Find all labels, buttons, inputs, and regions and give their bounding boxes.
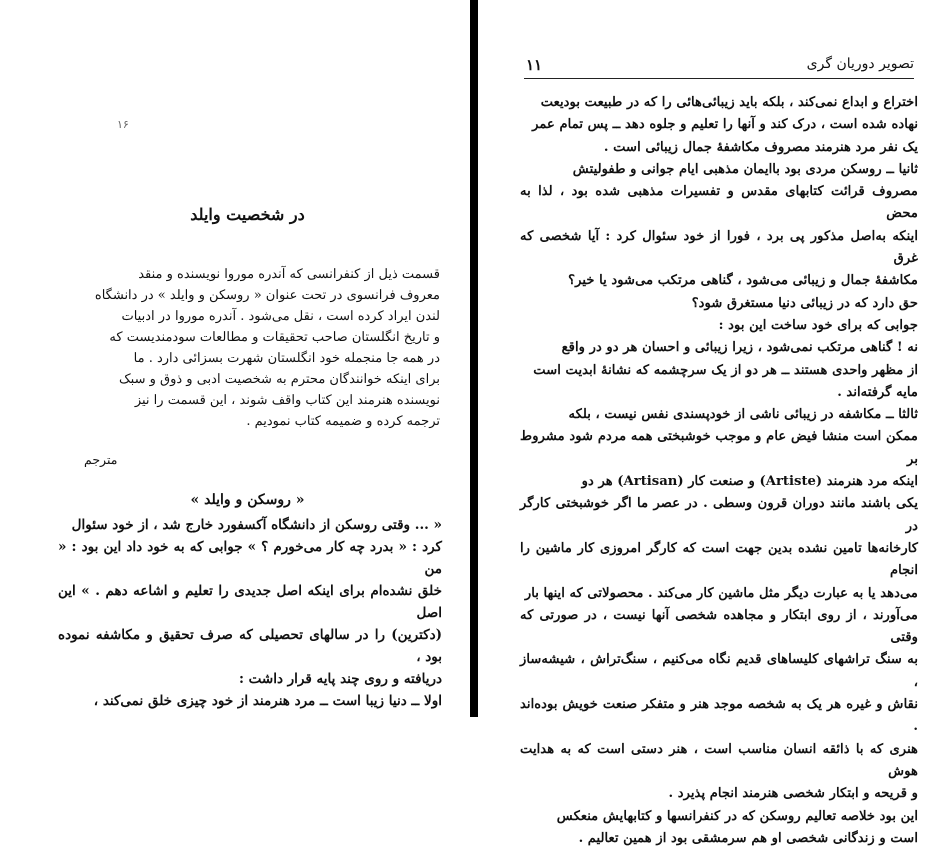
text-line: ثالثا ــ مکاشفه در زیبائی ناشی از خودپسندی نفس نیست ، بلکه [520, 404, 918, 426]
body-text [520, 92, 918, 850]
text-line: مایه گرفته‌اند . [520, 382, 918, 404]
text-line: نویسنده هنرمند این کتاب واقف شوند ، این قسمت را نیز [70, 390, 440, 411]
paragraph [520, 159, 918, 404]
text-line: اختراع و ابداع نمی‌کند ، بلکه باید زیبائی‌هائی را که در طبیعت بودیعت [520, 92, 918, 114]
text-line: این بود خلاصه تعالیم روسکن که در کنفرانسها و کتابهایش منعکس [520, 806, 918, 828]
text-line: جوابی که برای خود ساخت این بود : [520, 315, 918, 337]
text-line: می‌آورند ، از روی ابتکار و مجاهده شخصی آنها نیست ، در صورتی که وقتی [520, 605, 918, 650]
text-line: خلق نشده‌ام برای اینکه اصل جدیدی را تعلیم و اشاعه دهم . » این اصل [58, 580, 442, 624]
page-number: ۱۱ [526, 56, 542, 74]
paragraph [520, 806, 918, 850]
text-line: مکاشفهٔ جمال و زیبائی می‌شود ، گناهی مرتکب می‌شود یا خیر؟ [520, 270, 918, 292]
translator-signature: مترجم [84, 452, 117, 467]
text-line: مصروف قرائت کتابهای مقدس و تفسیرات مذهبی شده بود ، لذا به محض [520, 181, 918, 226]
text-line: معروف فرانسوی در تحت عنوان « روسکن و وایلد » در دانشگاه [70, 285, 440, 306]
text-line: نه ! گناهی مرتکب نمی‌شود ، زیرا زیبائی و احسان هر دو در واقع [520, 337, 918, 359]
text-line: ممکن است منشا فیض عام و موجب خوشبختی همه مردم شود مشروط بر [520, 426, 918, 471]
text-line: کارخانه‌ها تامین نشده بدین جهت است که کارگر امروزی کار ماشین را انجام [520, 538, 918, 583]
text-line: در همه جا منجمله خود انگلستان شهرت بسزائی دارد . ما [70, 348, 440, 369]
text-line: حق دارد که در زیبائی دنیا مستغرق شود؟ [520, 293, 918, 315]
text-line: کرد : « بدرد چه کار می‌خورم ؟ » جوابی که به خود داد این بود : « من [58, 536, 442, 580]
right-page [478, 0, 951, 717]
book-spine [470, 0, 478, 717]
text-line: یکی باشند مانند دوران قرون وسطی . در عصر ما اگر خوشبختی کارگر در [520, 493, 918, 538]
intro-paragraph [70, 264, 440, 432]
text-line: ترجمه کرده و ضمیمه کتاب نمودیم . [70, 411, 440, 432]
text-line: اولا ــ دنیا زیبا است ــ مرد هنرمند از خود چیزی خلق نمی‌کند ، [58, 690, 442, 712]
paragraph [520, 404, 918, 805]
text-line: و تاریخ انگلستان صاحب تحقیقات و مطالعات سودمندیست که [70, 327, 440, 348]
text-line: قسمت ذیل از کنفرانسی که آندره موروا نویسنده و منقد [70, 264, 440, 285]
running-title: تصویر دوریان گری [807, 56, 914, 72]
text-line: (دکترین) را در سالهای تحصیلی که صرف تحقیق و مکاشفه نموده بود ، [58, 624, 442, 668]
text-line: از مظهر واحدی هستند ــ هر دو از یک سرچشمه که نشانهٔ ابدیت است [520, 360, 918, 382]
text-line: نهاده شده است ، درک کند و آنها را تعلیم و جلوه دهد ــ پس تمام عمر [520, 114, 918, 136]
text-line: می‌دهد یا به عبارت دیگر مثل ماشین کار می‌کند . محصولاتی که اینها بار [520, 583, 918, 605]
text-line: و قریحه و ابتکار شخصی هنرمند انجام پذیرد . [520, 783, 918, 805]
section-subtitle: « روسکن و وایلد » [60, 492, 435, 508]
text-line: به سنگ تراشهای کلیساهای قدیم نگاه می‌کنیم ، سنگ‌تراش ، شیشه‌ساز ، [520, 649, 918, 694]
text-line: دریافته و روی چند پایه قرار داشت : [58, 668, 442, 690]
left-page [0, 0, 470, 717]
text-line: لندن ایراد کرده است ، نقل می‌شود . آندره موروا در ادبیات [70, 306, 440, 327]
text-line: اینکه به‌اصل مذکور پی برد ، فورا از خود سئوال کرد : آیا شخصی که غرق [520, 226, 918, 271]
text-line: « ... وقتی روسکن از دانشگاه آکسفورد خارج شد ، از خود سئوال [58, 514, 442, 536]
text-line: هنری که با ذائقه انسان مناسب است ، هنر دستی است که به هدایت هوش [520, 739, 918, 784]
text-line: یک نفر مرد هنرمند مصروف مکاشفهٔ جمال زیبائی است . [520, 137, 918, 159]
text-line: ثانیا ــ روسکن مردی بود باایمان مذهبی ایام جوانی و طفولیتش [520, 159, 918, 181]
text-line: است و زندگانی شخصی او هم سرمشقی بود از همین تعالیم . [520, 828, 918, 850]
chapter-title: در شخصیت وایلد [60, 205, 435, 224]
paragraph [520, 92, 918, 159]
body-text [58, 514, 442, 712]
text-line: اینکه مرد هنرمند (Artiste) و صنعت کار (Artisan) هر دو [520, 471, 918, 493]
page-mark: ۱۶ [117, 118, 129, 131]
text-line: نقاش و غیره هر یک به شخصه موجد هنر و متفکر صنعت خویش بوده‌اند . [520, 694, 918, 739]
text-line: برای اینکه خوانندگان محترم به شخصیت ادبی و ذوق و سبک [70, 369, 440, 390]
running-header [524, 56, 914, 79]
